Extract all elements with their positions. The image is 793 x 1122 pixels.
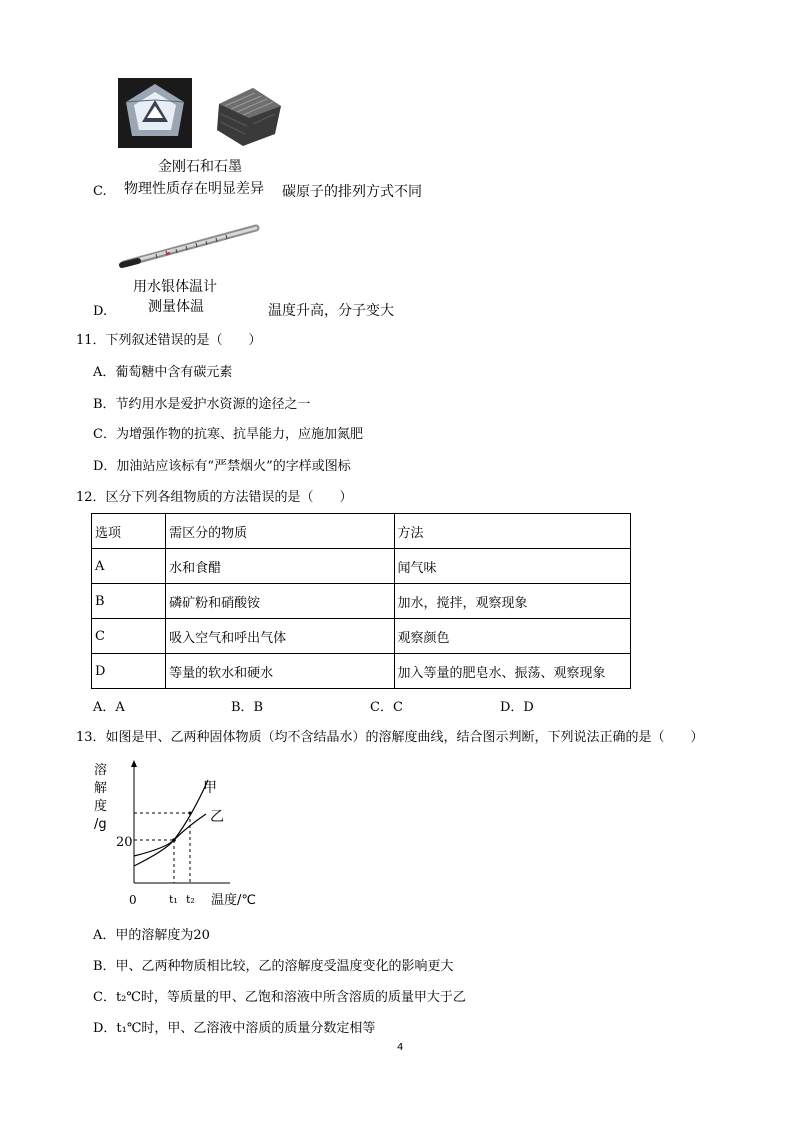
option-c-label: C. [93, 184, 107, 199]
y-label-char-3: 度 [94, 799, 108, 814]
curve-label-jia: 甲 [203, 780, 217, 796]
table-cell: C [92, 619, 166, 654]
table-header-cell: 选项 [92, 514, 166, 549]
thermometer-image [116, 220, 262, 272]
q12-choice-c: C．C [370, 700, 403, 715]
figure-caption-thermometer-2: 测量体温 [148, 299, 204, 315]
table-row [92, 619, 631, 654]
q11-option-a: A．葡萄糖中含有碳元素 [93, 365, 233, 380]
y-label-char-1: 溶 [94, 763, 108, 778]
figure-caption-diamond-graphite: 金刚石和石墨 [158, 159, 242, 175]
q13-stem: 13．如图是甲、乙两种固体物质（均不含结晶水）的溶解度曲线，结合图示判断，下列说法正确的是（ ） [76, 730, 704, 745]
option-c-fact: 物理性质存在明显差异 [124, 181, 264, 197]
q13-option-c: C．t₂℃时，等质量的甲、乙饱和溶液中所含溶质的质量甲大于乙 [93, 990, 466, 1005]
q11-stem: 11．下列叙述错误的是（ ） [76, 333, 262, 348]
table-cell: 水和食醋 [166, 549, 394, 584]
q13-option-b: B．甲、乙两种物质相比较，乙的溶解度受温度变化的影响更大 [93, 959, 454, 974]
table-cell: 加水，搅拌，观察现象 [394, 584, 630, 619]
table-row [92, 584, 631, 619]
option-d-explain: 温度升高，分子变大 [268, 303, 394, 319]
q13-option-a: A．甲的溶解度为20 [93, 928, 210, 943]
q13-option-d: D．t₁℃时，甲、乙溶液中溶质的质量分数定相等 [93, 1021, 376, 1036]
table-cell: A [92, 549, 166, 584]
point-t2 [189, 812, 192, 815]
solubility-graph [88, 758, 288, 910]
x-axis-label: 温度/℃ [211, 893, 256, 908]
table-row [92, 654, 631, 689]
curve-label-yi: 乙 [210, 809, 224, 825]
q12-stem: 12．区分下列各组物质的方法错误的是（ ） [76, 490, 353, 505]
x-origin: 0 [129, 893, 137, 907]
q12-table [91, 513, 631, 689]
y-tick-20: 20 [116, 835, 133, 850]
y-label-char-4: /g [94, 817, 107, 832]
table-cell: 闻气味 [394, 549, 630, 584]
table-cell: D [92, 654, 166, 689]
q12-choice-b: B．B [231, 700, 264, 715]
q11-option-c: C．为增强作物的抗寒、抗旱能力，应施加氮肥 [93, 427, 363, 442]
table-cell: B [92, 584, 166, 619]
table-header-row [92, 514, 631, 549]
q12-choice-a: A．A [93, 700, 125, 715]
y-axis-arrow [131, 760, 137, 767]
graphite-image [213, 84, 285, 148]
option-c-explain: 碳原子的排列方式不同 [282, 184, 422, 200]
diamond-image [118, 78, 192, 148]
table-cell: 磷矿粉和硝酸铵 [166, 584, 394, 619]
table-cell: 吸入空气和呼出气体 [166, 619, 394, 654]
table-header-cell: 需区分的物质 [166, 514, 394, 549]
q11-option-d: D．加油站应该标有“严禁烟火”的字样或图标 [93, 459, 351, 474]
x-tick-t2: t₂ [186, 893, 195, 906]
table-row [92, 549, 631, 584]
figure-caption-thermometer-1: 用水银体温计 [133, 279, 217, 295]
table-cell: 加入等量的肥皂水、振荡、观察现象 [394, 654, 630, 689]
page-number: 4 [397, 1042, 404, 1053]
q12-choice-d: D．D [500, 700, 534, 715]
option-d-label: D. [93, 304, 108, 319]
table-header-cell: 方法 [394, 514, 630, 549]
table-cell: 观察颜色 [394, 619, 630, 654]
x-tick-t1: t₁ [169, 893, 178, 906]
curve-yi [134, 814, 206, 856]
y-label-char-2: 解 [94, 781, 108, 796]
table-cell: 等量的软水和硬水 [166, 654, 394, 689]
intersection-point [172, 838, 176, 842]
q11-option-b: B．节约用水是爱护水资源的途径之一 [93, 397, 311, 412]
